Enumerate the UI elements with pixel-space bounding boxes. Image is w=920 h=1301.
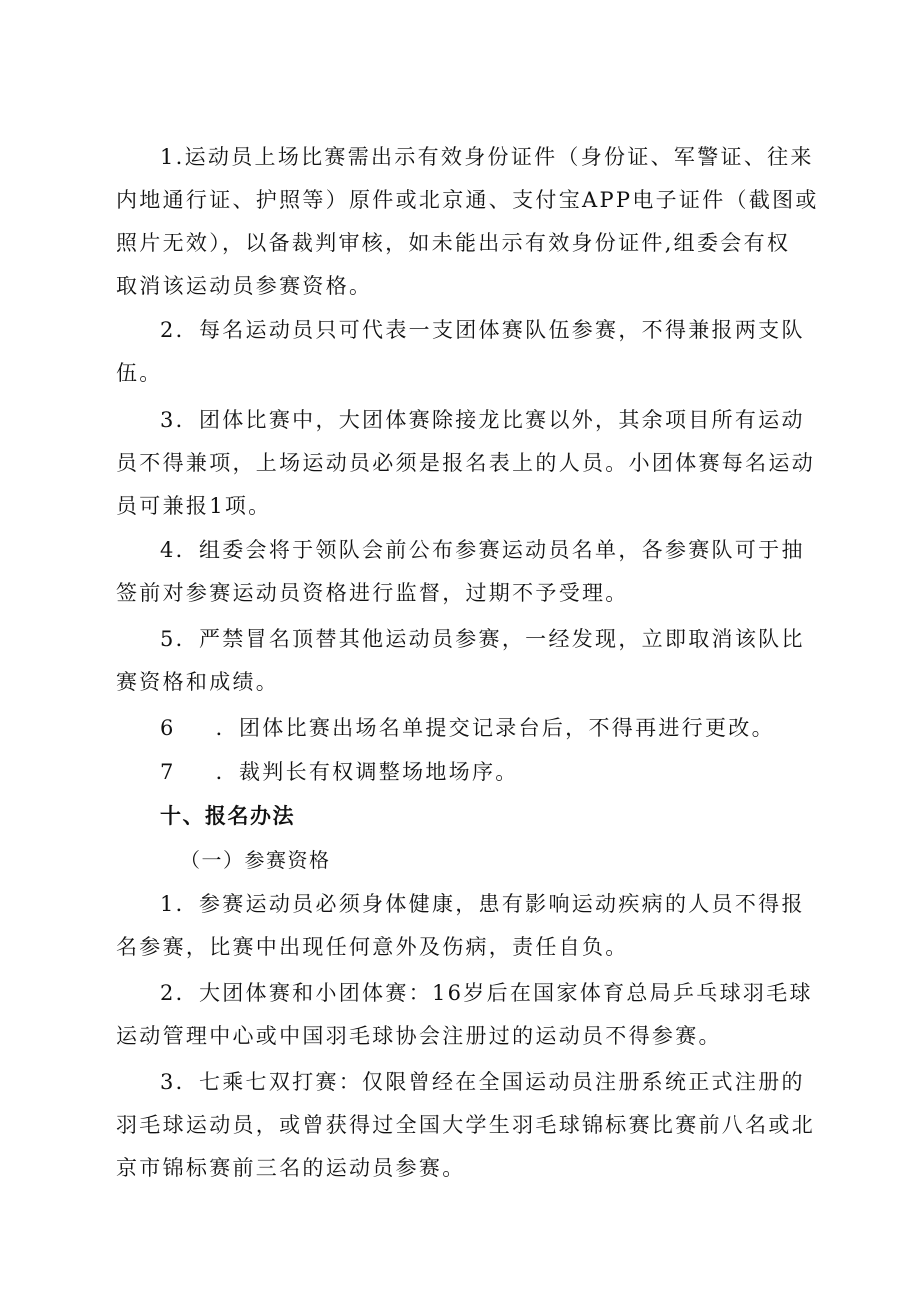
paragraph-line-item7 <box>160 757 860 787</box>
item-number: 6 <box>160 716 176 740</box>
paragraph-line: 员可兼报1项。 <box>116 494 272 518</box>
paragraph-line: 赛资格和成绩。 <box>116 670 280 694</box>
paragraph-line: 2．每名运动员只可代表一支团体赛队伍参赛，不得兼报两支队 <box>160 318 805 342</box>
paragraph-line: 内地通行证、护照等）原件或北京通、支付宝APP电子证件（截图或 <box>116 188 819 212</box>
paragraph-line: 名参赛，比赛中出现任何意外及伤病，责任自负。 <box>116 935 629 959</box>
paragraph-line: 运动管理中心或中国羽毛球协会注册过的运动员不得参赛。 <box>116 1024 722 1048</box>
paragraph-line: 取消该运动员参赛资格。 <box>116 274 373 298</box>
paragraph-line: 照片无效），以备裁判审核，如未能出示有效身份证件,组委会有权 <box>116 231 791 255</box>
paragraph-line: 3．七乘七双打赛：仅限曾经在全国运动员注册系统正式注册的 <box>160 1070 805 1094</box>
item-number: 7 <box>160 760 176 784</box>
paragraph-line: 羽毛球运动员，或曾获得过全国大学生羽毛球锦标赛比赛前八名或北 <box>116 1113 815 1137</box>
item-text: ．团体比赛出场名单提交记录台后，不得再进行更改。 <box>215 716 775 740</box>
paragraph-line: 4．组委会将于领队会前公布参赛运动员名单，各参赛队可于抽 <box>160 538 805 562</box>
paragraph-line: 伍。 <box>116 361 163 385</box>
item-text: ．裁判长有权调整场地场序。 <box>215 760 519 784</box>
paragraph-line: 3．团体比赛中，大团体赛除接龙比赛以外，其余项目所有运动 <box>160 408 805 432</box>
subsection-heading: （一）参赛资格 <box>180 848 331 872</box>
paragraph-line: 1.运动员上场比赛需出示有效身份证件（身份证、军警证、往来 <box>160 145 814 169</box>
paragraph-line: 5．严禁冒名顶替其他运动员参赛，一经发现，立即取消该队比 <box>160 627 805 651</box>
paragraph-line: 2．大团体赛和小团体赛：16岁后在国家体育总局乒乓球羽毛球 <box>160 981 813 1005</box>
paragraph-line-item6 <box>160 713 860 743</box>
paragraph-line: 员不得兼项，上场运动员必须是报名表上的人员。小团体赛每名运动 <box>116 451 815 475</box>
paragraph-line: 1．参赛运动员必须身体健康，患有影响运动疾病的人员不得报 <box>160 892 805 916</box>
section-heading: 十、报名办法 <box>160 804 295 828</box>
paragraph-line: 签前对参赛运动员资格进行监督，过期不予受理。 <box>116 581 629 605</box>
paragraph-line: 京市锦标赛前三名的运动员参赛。 <box>116 1156 466 1180</box>
